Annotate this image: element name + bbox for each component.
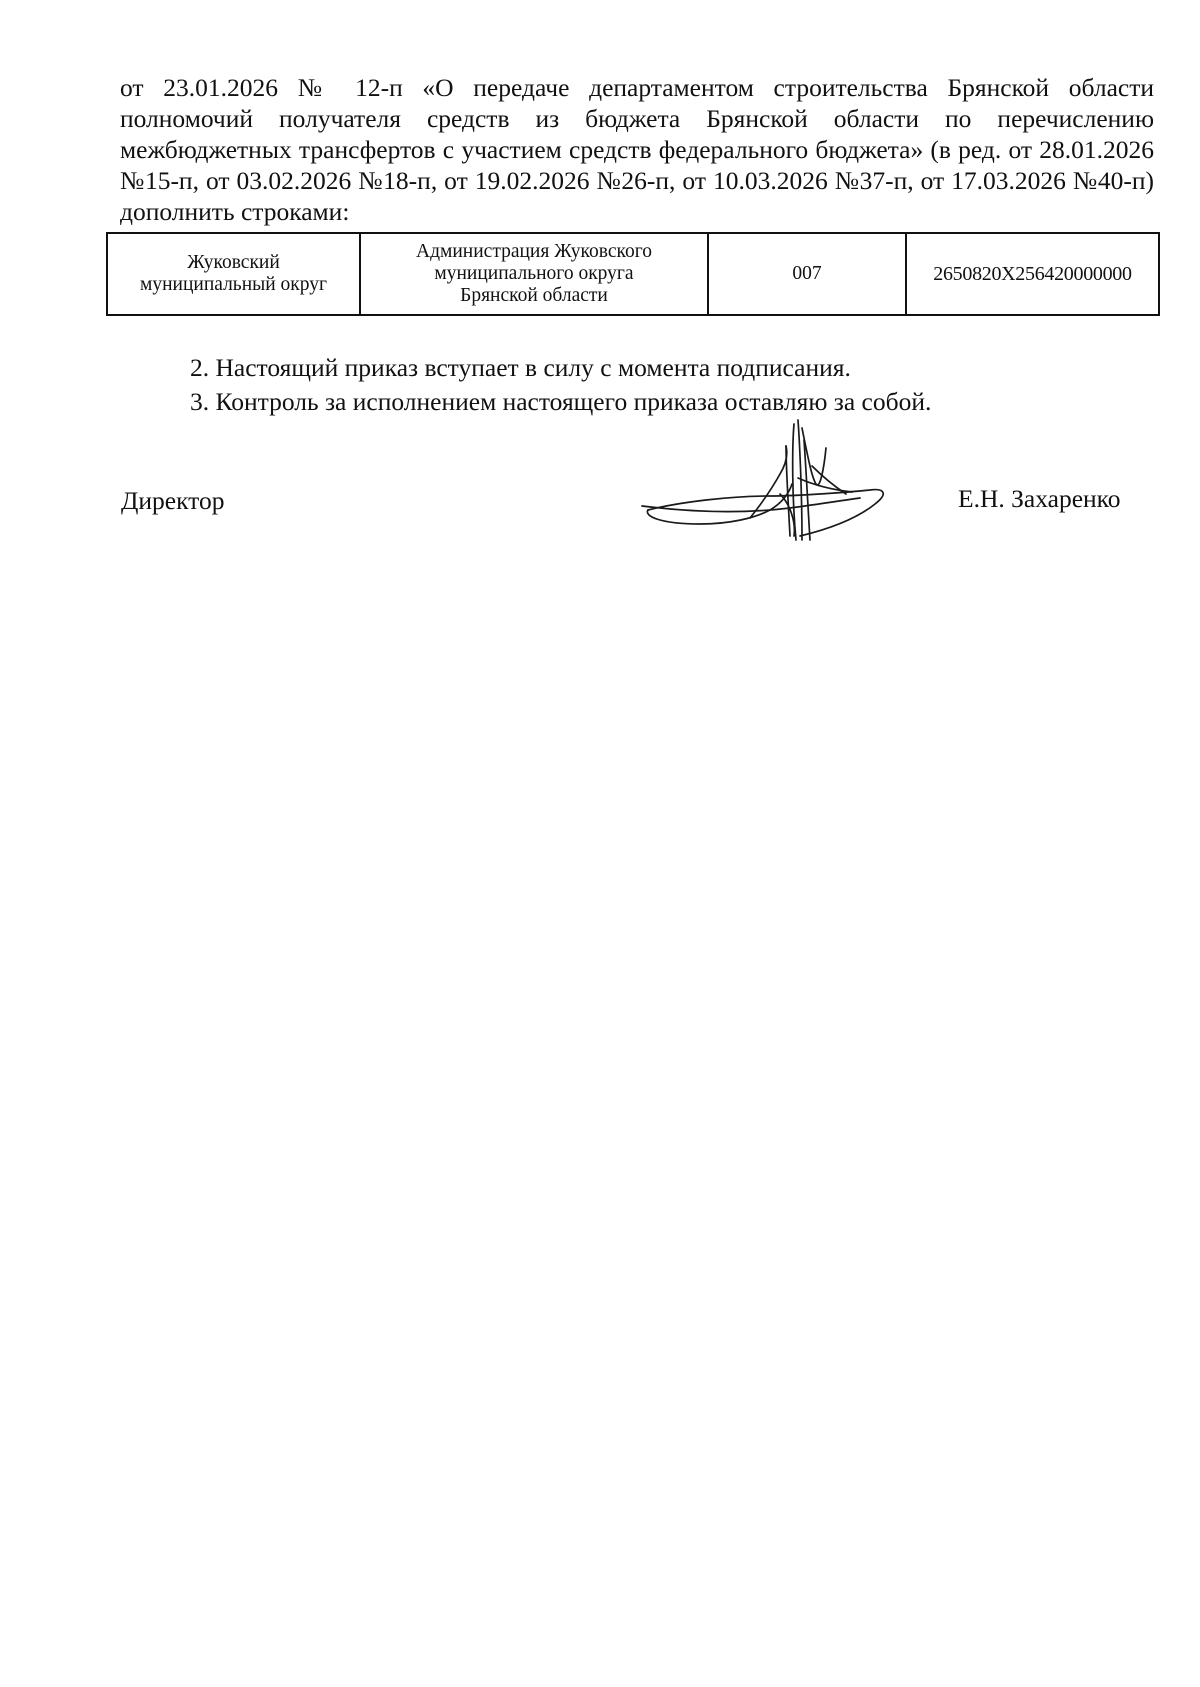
district-cell — [107, 233, 360, 315]
intro-paragraph: от 23.01.2026 № 12-п «О передаче департаментом строительства Брянской области полномочий получателя средств из бюджета Брянской области по перечислению межбюджетных трансфертов с участием средств федерального бюджета» (в ред. от 28.01.2026 №15-п, от 03.02.2026 №18-п, от 19.02.2026 №26-п, от 10.03.2026 №37-п, от 17.03.2026 №40-п) дополнить строками: — [120, 73, 1154, 226]
recipient-cell — [360, 233, 708, 315]
signer-name: Е.Н. Захаренко — [958, 484, 1121, 513]
recipient-line: Администрация Жуковского — [416, 241, 652, 262]
recipient-line: Брянской области — [460, 285, 608, 306]
table-row — [107, 233, 1159, 315]
clause-3: 3. Контроль за исполнением настоящего приказа оставляю за собой. — [190, 387, 932, 416]
signer-position: Директор — [121, 486, 225, 515]
code-cell: 007 — [708, 233, 906, 315]
district-line: муниципальный округ — [139, 274, 328, 295]
account-cell: 2650820X256420000000 — [906, 233, 1159, 315]
recipient-line: муниципального округа — [434, 263, 634, 284]
district-line: Жуковский — [187, 252, 280, 273]
handwritten-signature — [620, 408, 900, 546]
clause-2: 2. Настоящий приказ вступает в силу с момента подписания. — [190, 353, 851, 382]
insert-rows-table — [106, 232, 1160, 316]
